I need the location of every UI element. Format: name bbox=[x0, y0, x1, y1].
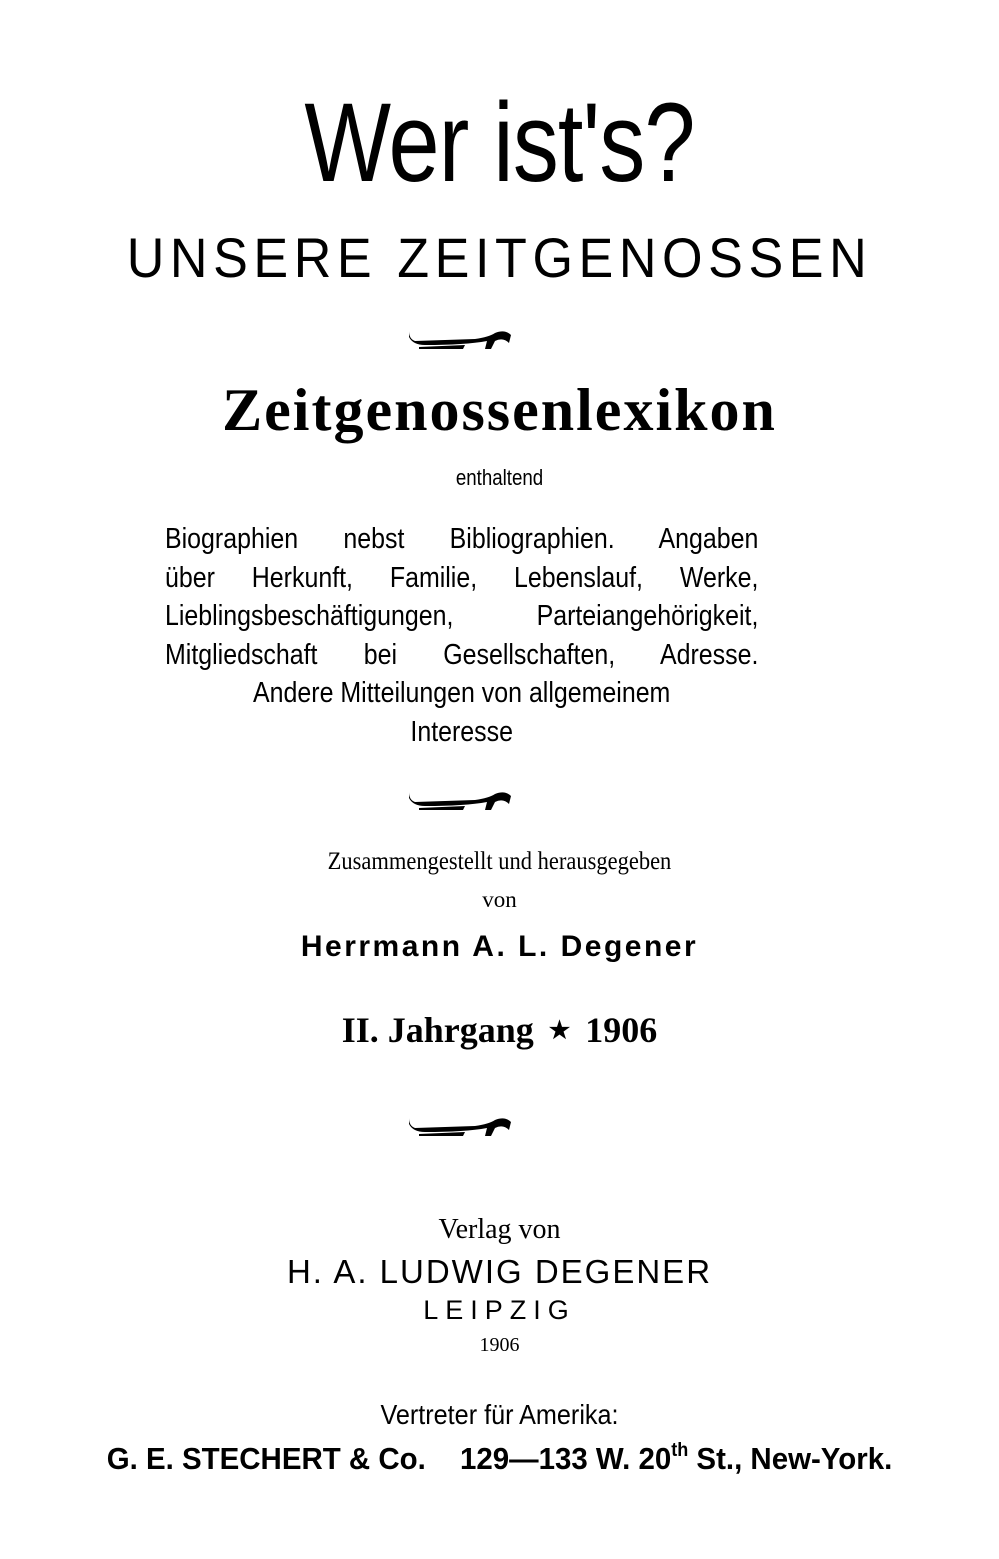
book-subtitle: UNSERE ZEITGENOSSEN bbox=[126, 226, 873, 289]
description-line: Interesse bbox=[410, 715, 513, 748]
description-line: Andere Mitteilungen von allgemeinem bbox=[253, 677, 671, 710]
description-line: Mitgliedschaft bei Gesellschaften, Adresse. bbox=[165, 638, 759, 671]
von-label: von bbox=[482, 887, 517, 912]
description-line: Lieblingsbeschäftigungen, Parteiangehörigkeit, bbox=[165, 600, 759, 633]
lexikon-heading: Zeitgenossenlexikon bbox=[222, 377, 777, 443]
description-line: über Herkunft, Familie, Lebenslauf, Werke, bbox=[165, 561, 759, 594]
ornament-divider-icon bbox=[405, 1114, 515, 1140]
agent-address-rest: St., New-York. bbox=[688, 1441, 893, 1476]
book-title: Wer ist's? bbox=[304, 80, 695, 205]
publisher-city: LEIPZIG bbox=[423, 1295, 576, 1325]
verlag-label: Verlag von bbox=[438, 1214, 561, 1245]
enthaltend-label: enthaltend bbox=[455, 465, 544, 490]
agent-name: G. E. STECHERT & Co. bbox=[106, 1441, 426, 1476]
description-block bbox=[165, 520, 758, 752]
agent-line bbox=[25, 1437, 974, 1481]
ornament-divider-icon bbox=[405, 327, 515, 353]
edition-line bbox=[0, 1005, 999, 1056]
publication-year: 1906 bbox=[479, 1334, 520, 1356]
publisher-name: H. A. LUDWIG DEGENER bbox=[286, 1253, 713, 1290]
author-name: Herrmann A. L. Degener bbox=[300, 930, 699, 963]
edition-year: 1906 bbox=[585, 1010, 658, 1050]
star-icon: ★ bbox=[548, 1018, 571, 1044]
ornament-divider-icon bbox=[405, 788, 515, 814]
edition-label: II. Jahrgang bbox=[341, 1010, 534, 1050]
agent-label: Vertreter für Amerika: bbox=[380, 1399, 619, 1430]
description-line: Biographien nebst Bibliographien. Angaben bbox=[165, 523, 759, 555]
compiled-by-label: Zusammengestellt und herausgegeben bbox=[327, 848, 672, 875]
agent-address-sup: th bbox=[671, 1440, 689, 1461]
agent-address-number: 129—133 W. 20 bbox=[460, 1441, 672, 1476]
